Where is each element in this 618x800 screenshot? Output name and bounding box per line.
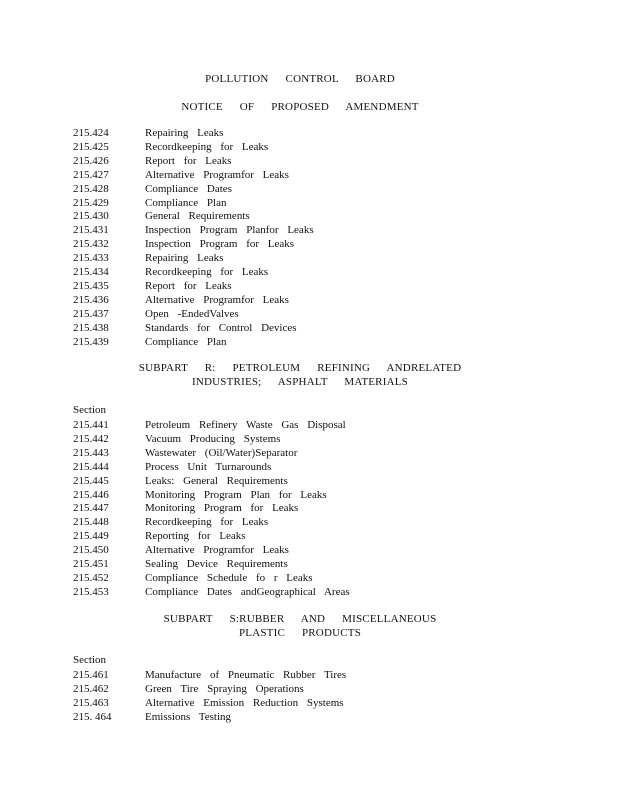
section-title: Open -EndedValves [145,307,239,320]
section-number: 215.461 [73,669,109,681]
section-number: 215.429 [73,196,109,209]
section-number: 215.437 [73,307,109,320]
section-title: Petroleum Refinery Waste Gas Disposal [145,419,346,431]
section-title: Standards for Control Devices [145,321,297,334]
section-title: Report for Leaks [145,154,232,167]
section-number: 215.448 [73,516,109,529]
section-title: Emissions Testing [145,710,232,723]
section-number: 215.433 [73,252,109,265]
section-title: Monitoring Program for Leaks [145,502,299,515]
subpart-r-heading-line2: INDUSTRIES; ASPHALT MATERIALS [192,376,408,388]
section-number: 215.441 [73,419,109,431]
section-number: 215.453 [73,585,109,598]
section-number: 215.446 [73,488,109,501]
section-label: Section [73,654,106,666]
section-number: 215.425 [73,140,109,153]
section-number: 215.443 [73,446,109,459]
section-number: 215.427 [73,168,109,181]
section-title: Green Tire Spraying Operations [145,682,304,695]
section-title: Vacuum Producing Systems [145,432,281,445]
section-title: Manufacture of Pneumatic Rubber Tires [145,669,347,681]
section-title: Reporting for Leaks [145,530,246,543]
section-title: Report for Leaks [145,279,232,292]
section-title: Compliance Schedule fo r Leaks [145,571,313,584]
board-heading: POLLUTION CONTROL BOARD [205,73,395,85]
section-title: Recordkeeping for Leaks [145,516,269,529]
section-title: Compliance Dates andGeographical Areas [145,585,350,598]
section-title: Repairing Leaks [145,252,224,265]
section-title: Recordkeeping for Leaks [145,140,269,153]
section-number: 215. 464 [73,710,112,723]
section-title: Wastewater (Oil/Water)Separator [145,446,298,459]
section-number: 215.436 [73,293,109,306]
section-title: Recordkeeping for Leaks [145,266,269,278]
section-label: Section [73,404,106,416]
section-title: Alternative Emission Reduction Systems [145,696,344,709]
section-title: Monitoring Program Plan for Leaks [145,488,327,501]
section-title: Inspection Program for Leaks [145,238,295,251]
section-number: 215.451 [73,558,109,570]
section-title: Leaks: General Requirements [145,474,288,487]
section-title: Alternative Programfor Leaks [145,293,289,306]
section-number: 215.428 [73,182,109,195]
section-number: 215.432 [73,238,109,251]
subpart-s-heading-line2: PLASTIC PRODUCTS [238,627,362,639]
section-number: 215.438 [73,321,109,334]
section-title: Alternative Programfor Leaks [145,544,289,557]
section-title: Sealing Device Requirements [145,558,288,570]
section-title: Alternative Programfor Leaks [145,168,289,181]
section-title: Repairing Leaks [145,127,224,139]
section-number: 215.444 [73,460,109,473]
section-number: 215.439 [73,335,109,348]
section-number: 215.447 [73,502,109,515]
section-number: 215.463 [73,696,109,709]
section-number: 215.450 [73,544,109,557]
subpart-s-heading-line1: SUBPART S:RUBBER AND MISCELLANEOUS [163,613,437,625]
section-number: 215.445 [73,474,109,487]
section-title: Compliance Dates [145,182,232,195]
section-number: 215.462 [73,682,109,695]
section-number: 215.452 [73,571,109,584]
section-number: 215.431 [73,224,109,237]
section-number: 215.449 [73,530,109,543]
section-number: 215.424 [73,127,109,139]
section-title: General Requirements [145,210,250,223]
section-title: Compliance Plan [145,335,227,348]
section-number: 215.430 [73,210,109,223]
section-number: 215.435 [73,279,109,292]
notice-heading: NOTICE OF PROPOSED AMENDMENT [181,101,419,113]
section-number: 215.442 [73,432,109,445]
section-title: Compliance Plan [145,196,227,209]
section-number: 215.426 [73,154,109,167]
section-title: Process Unit Turnarounds [145,460,272,473]
section-number: 215.434 [73,266,109,278]
subpart-r-heading-line1: SUBPART R: PETROLEUM REFINING ANDRELATED [138,362,462,374]
section-title: Inspection Program Planfor Leaks [145,224,314,237]
